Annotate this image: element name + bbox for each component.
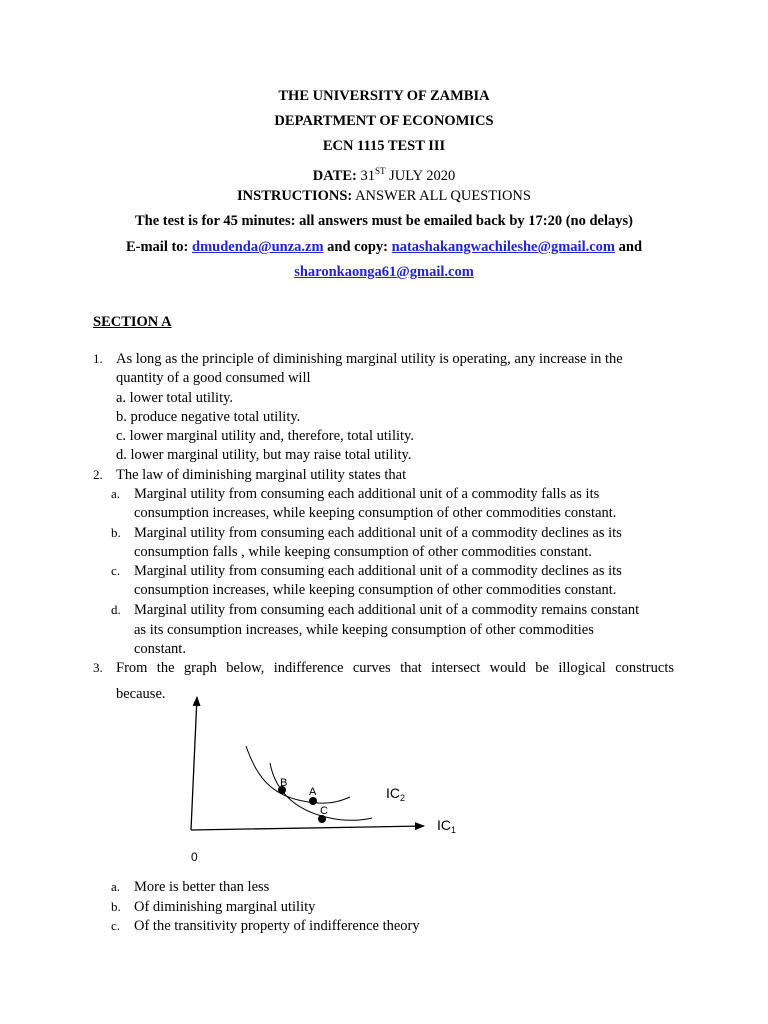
q2-option-a-line1: Marginal utility from consuming each additional unit of a commodity falls as its	[134, 486, 600, 502]
q3-number: 3.	[93, 660, 103, 675]
q2-option-c-letter: c.	[111, 563, 121, 578]
q3-option-b-letter: b.	[111, 899, 121, 914]
q1-option-d: d. lower marginal utility, but may raise total utility.	[116, 447, 412, 463]
ic2-label	[386, 785, 405, 803]
q2-option-c-line2: consumption increases, while keeping consumption of other commodities constant.	[134, 582, 617, 598]
q2-option-a-line2: consumption increases, while keeping consumption of other commodities constant.	[134, 505, 617, 521]
x-axis	[191, 826, 424, 830]
ic1-label-sub: 1	[451, 825, 457, 835]
and-label: and	[618, 239, 643, 255]
q2-option-b-letter: b.	[111, 525, 121, 540]
section-title: SECTION A	[93, 314, 172, 330]
q3-stem-line2: because.	[116, 686, 166, 702]
q1-stem-line2: quantity of a good consumed will	[116, 370, 311, 386]
time-note: The test is for 45 minutes: all answers must be emailed back by 17:20 (no delays)	[135, 213, 633, 229]
instructions-label: INSTRUCTIONS:	[237, 188, 353, 204]
date-label: DATE:	[312, 167, 357, 184]
q2-number: 2.	[93, 467, 103, 482]
q1-option-c: c. lower marginal utility and, therefore, total utility.	[116, 428, 414, 444]
department-title: DEPARTMENT OF ECONOMICS	[274, 113, 494, 129]
email-link-3[interactable]: sharonkaonga61@gmail.com	[294, 264, 474, 280]
q3-option-a-letter: a.	[111, 879, 121, 894]
q3-option-c-letter: c.	[111, 918, 121, 933]
q2-option-b-line1: Marginal utility from consuming each additional unit of a commodity declines as its	[134, 525, 622, 541]
ic2-label-sub: 2	[400, 793, 406, 803]
q2-option-a-letter: a.	[111, 486, 121, 501]
ic1-label-main: IC	[437, 817, 451, 833]
origin-label: 0	[191, 850, 198, 864]
q3-option-b: Of diminishing marginal utility	[134, 899, 316, 915]
q2-option-d-line3: constant.	[134, 641, 186, 657]
date-rest: JULY 2020	[389, 167, 456, 184]
instructions-text: ANSWER ALL QUESTIONS	[355, 188, 531, 204]
q2-option-b-line2: consumption falls , while keeping consumption of other commodities constant.	[134, 544, 592, 560]
q2-option-d-line2: as its consumption increases, while keeping consumption of other commodities	[134, 622, 594, 638]
email-link-1[interactable]: dmudenda@unza.zm	[192, 239, 324, 255]
email-link-2[interactable]: natashakangwachileshe@gmail.com	[391, 239, 615, 255]
q1-option-b: b. produce negative total utility.	[116, 409, 301, 425]
point-b-label: B	[280, 777, 288, 789]
q3-option-a: More is better than less	[134, 879, 270, 895]
point-c-label: C	[320, 805, 328, 817]
copy-label: and copy:	[327, 239, 389, 255]
point-a-marker	[309, 797, 317, 805]
email-label: E-mail to:	[125, 239, 189, 255]
q3-stem-line1: From the graph below, indifference curves that intersect would be illogical constructs	[116, 660, 674, 676]
q1-stem-line1: As long as the principle of diminishing marginal utility is operating, any increase in the	[116, 351, 623, 367]
q1-number: 1.	[93, 351, 103, 366]
q3-option-c: Of the transitivity property of indifference theory	[134, 918, 420, 934]
q2-option-d-letter: d.	[111, 602, 121, 617]
date-superscript: ST	[374, 166, 386, 176]
point-a-label: A	[309, 786, 317, 798]
ic2-label-main: IC	[386, 785, 400, 801]
test-title: ECN 1115 TEST III	[322, 138, 446, 154]
university-title: THE UNIVERSITY OF ZAMBIA	[278, 88, 490, 104]
ic2-curve	[246, 746, 350, 803]
ic1-label	[437, 817, 456, 835]
q2-option-d-line1: Marginal utility from consuming each additional unit of a commodity remains constant	[134, 602, 640, 618]
y-axis	[191, 697, 197, 830]
q1-option-a: a. lower total utility.	[116, 390, 234, 406]
q2-stem: The law of diminishing marginal utility states that	[116, 467, 407, 483]
q2-option-c-line1: Marginal utility from consuming each additional unit of a commodity declines as its	[134, 563, 622, 579]
date-day: 31	[360, 167, 375, 184]
